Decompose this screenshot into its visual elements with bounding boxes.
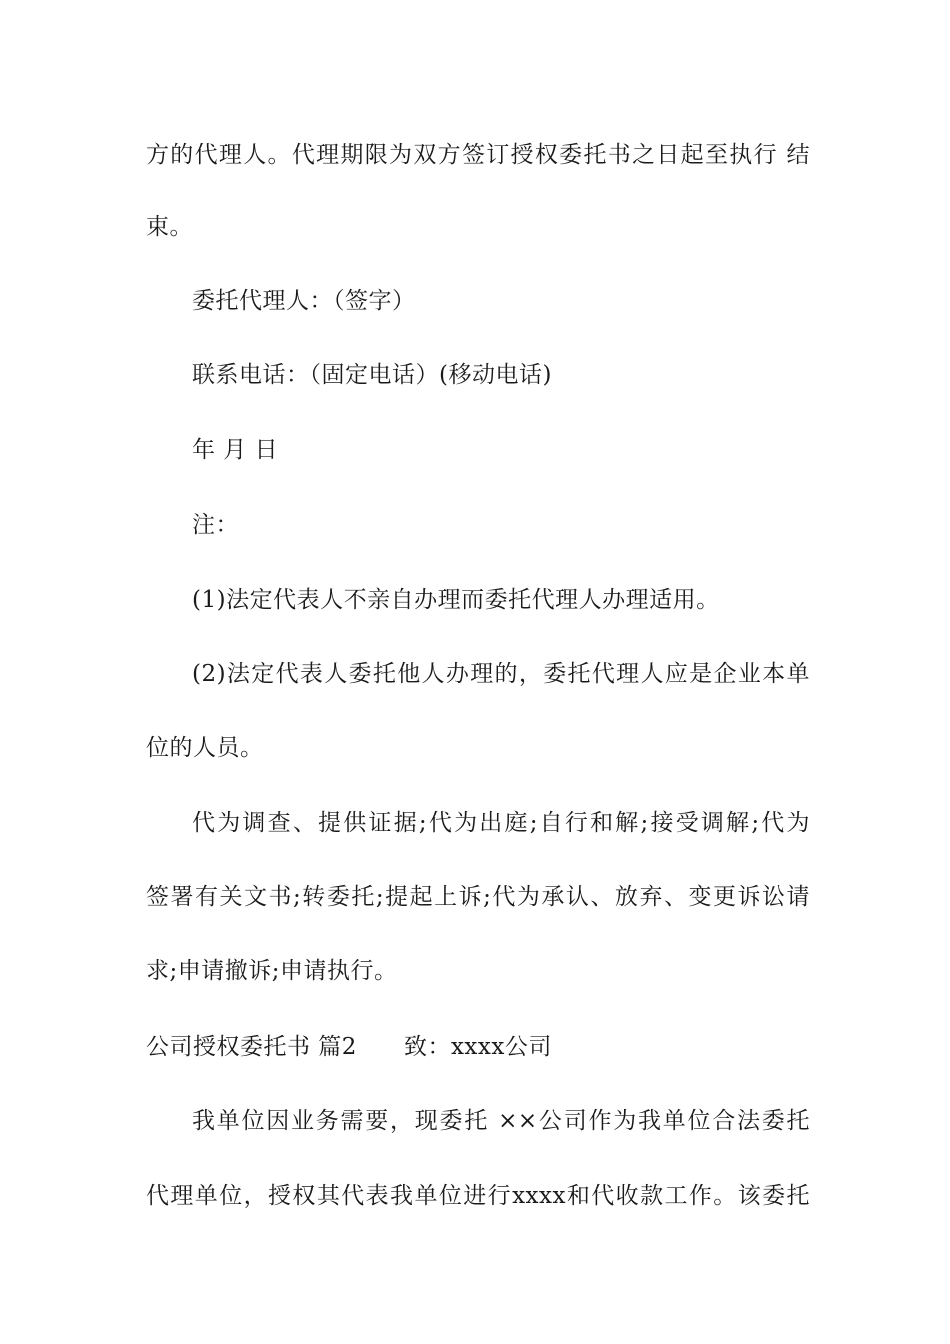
note-item-2-line-1: (2)法定代表人委托他人办理的，委托代理人应是企业本单 (192, 661, 810, 687)
authority-line-1: 代为调查、提供证据;代为出庭;自行和解;接受调解;代为 (192, 810, 810, 836)
agent-signature-line: 委托代理人：（签字） (192, 288, 416, 314)
paragraph-line-1: 方的代理人。代理期限为双方签订授权委托书之日起至执行 结 (146, 142, 810, 168)
authority-line-3: 求;申请撤诉;申请执行。 (146, 958, 398, 984)
authority-line-2: 签署有关文书;转委托;提起上诉;代为承认、放弃、变更诉讼请 (146, 884, 810, 910)
section-heading: 公司授权委托书 篇2 致：xxxx公司 (146, 1034, 552, 1060)
date-line: 年 月 日 (192, 437, 279, 463)
body-line-1: 我单位因业务需要，现委托 ××公司作为我单位合法委托 (192, 1108, 810, 1134)
note-heading: 注： (192, 512, 239, 538)
note-item-1: (1)法定代表人不亲自办理而委托代理人办理适用。 (192, 587, 720, 613)
paragraph-line-2: 束。 (146, 214, 193, 240)
contact-phone-line: 联系电话：（固定电话）(移动电话) (192, 362, 552, 388)
note-item-2-line-2: 位的人员。 (146, 735, 264, 761)
body-line-2: 代理单位，授权其代表我单位进行xxxx和代收款工作。该委托 (146, 1183, 810, 1209)
